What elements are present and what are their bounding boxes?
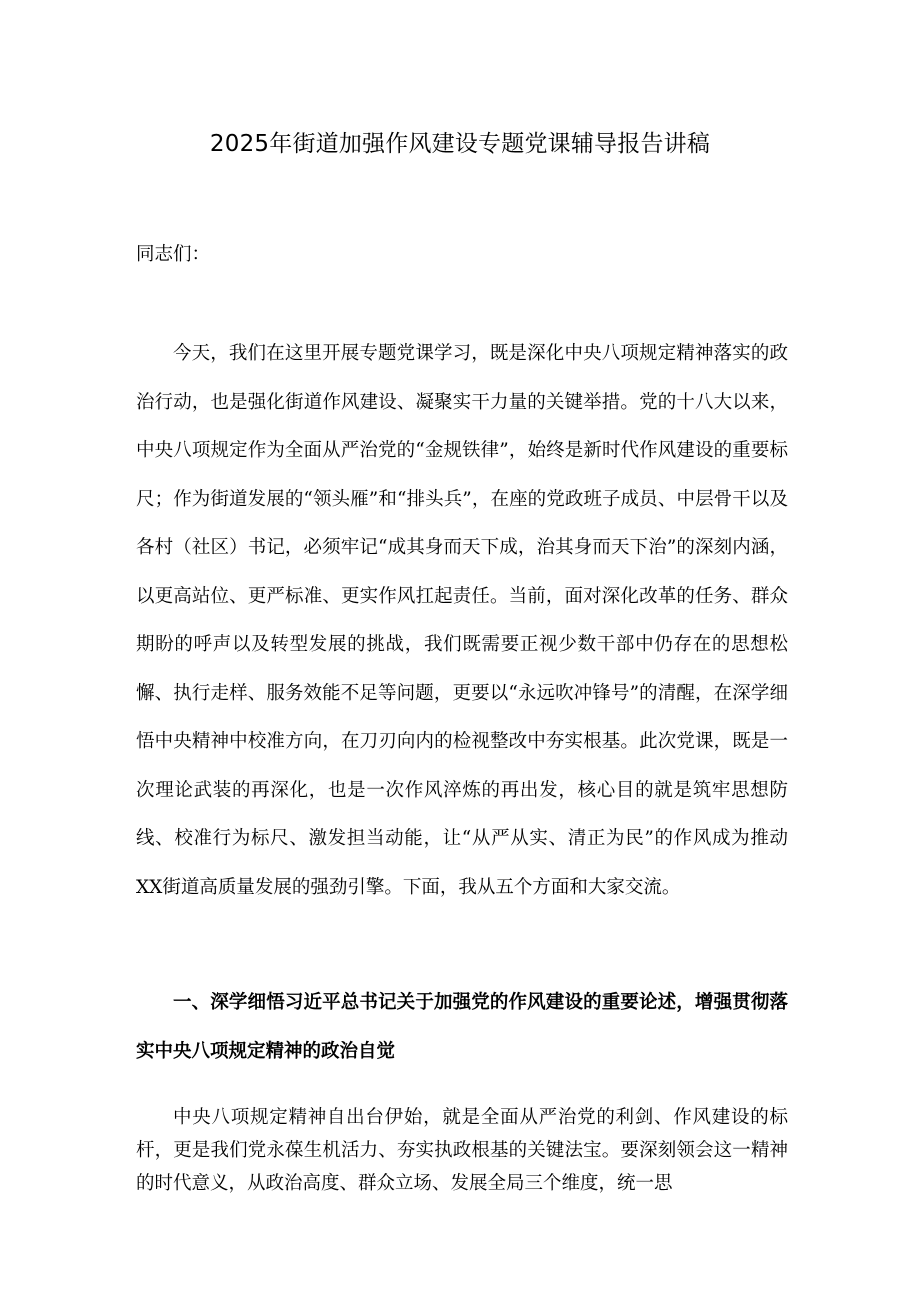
paragraph-intro: 今天，我们在这里开展专题党课学习，既是深化中央八项规定精神落实的政治行动，也是强化街道作风建设、凝聚实干力量的关键举措。党的十八大以来，中央八项规定作为全面从严治党的“金规铁律”，始终是新时代作风建设的重要标尺；作为街道发展的“领头雁”和“排头兵”，在座的党政班子成员、中层骨干以及各村（社区）书记，必须牢记“成其身而天下成，治其身而天下治”的深刻内涵，以更高站位、更严标准、更实作风扛起责任。当前，面对深化改革的任务、群众期盼的呼声以及转型发展的挑战，我们既需要正视少数干部中仍存在的思想松懈、执行走样、服务效能不足等问题，更要以“永远吹冲锋号”的清醒，在深学细悟中央精神中校准方向，在刀刃向内的检视整改中夯实根基。此次党课，既是一次理论武装的再深化，也是一次作风淬炼的再出发，核心目的就是筑牢思想防线、校准行为标尺、激发担当动能，让“从严从实、清正为民”的作风成为推动XX街道高质量发展的强劲引擎。下面，我从五个方面和大家交流。 (136, 343, 788, 898)
document-title: 2025年街道加强作风建设专题党课辅导报告讲稿 (209, 131, 711, 157)
paragraph-section-1: 中央八项规定精神自出台伊始，就是全面从严治党的利剑、作风建设的标杆，更是我们党永葆生机活力、夯实执政根基的关键法宝。要深刻领会这一精神的时代意义，从政治高度、群众立场、发展全局三个维度，统一思 (136, 1107, 788, 1194)
salutation: 同志们： (136, 244, 211, 265)
section-heading-1: 一、深学细悟习近平总书记关于加强党的作风建设的重要论述，增强贯彻落实中央八项规定精神的政治自觉 (136, 992, 788, 1062)
